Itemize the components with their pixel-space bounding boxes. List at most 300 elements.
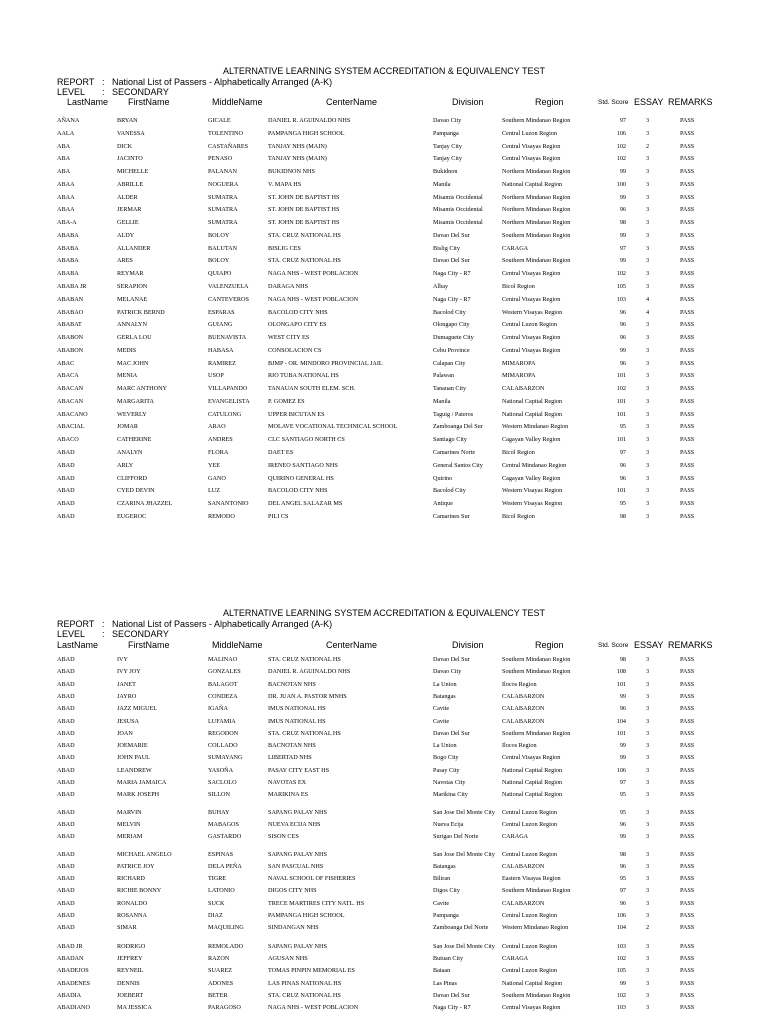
cell-first-name: MAC JOHN <box>117 359 149 367</box>
cell-center-name: BUKIDNON NHS <box>268 168 315 176</box>
cell-middle-name: CASTAÑARES <box>208 142 249 150</box>
cell-division: Bacolod City <box>433 487 466 495</box>
cell-remarks: PASS <box>680 779 695 786</box>
cell-first-name: MICHAEL ANGELO <box>117 850 172 858</box>
cell-center-name: TANJAY NHS (MAIN) <box>268 155 327 163</box>
cell-last-name: ABABA <box>57 244 79 252</box>
cell-division: Davao Del Sur <box>433 991 470 999</box>
cell-middle-name: FLORA <box>208 449 229 457</box>
cell-region: Southern Mindanao Region <box>502 991 571 999</box>
table-row <box>0 703 768 715</box>
cell-remarks: PASS <box>680 887 695 895</box>
cell-remarks: PASS <box>680 729 695 737</box>
cell-remarks: PASS <box>680 791 695 799</box>
cell-region: Southern Mindanao Region <box>502 231 571 239</box>
cell-last-name: ABAD <box>57 850 75 858</box>
cell-region: Cagayan Valley Region <box>502 474 561 482</box>
cell-last-name: ABAD <box>57 912 75 919</box>
cell-last-name: ABAD <box>57 487 75 495</box>
cell-essay-score: 3 <box>646 766 650 774</box>
cell-division: Albay <box>433 283 449 290</box>
cell-remarks: PASS <box>680 346 695 354</box>
cell-first-name: JEFFREY <box>117 954 143 962</box>
cell-essay-score: 3 <box>646 231 650 239</box>
cell-first-name: GERLA LOU <box>117 334 152 342</box>
cell-middle-name: LUFAMIA <box>208 717 236 725</box>
cell-last-name: ABADENES <box>57 979 91 987</box>
cell-remarks: PASS <box>680 180 695 188</box>
cell-essay-score: 3 <box>646 500 650 508</box>
cell-division: Las Pinas <box>433 979 457 987</box>
header-middlename: MiddleName <box>212 640 263 650</box>
cell-first-name: RICHARD <box>117 875 145 883</box>
cell-middle-name: SILLON <box>208 791 230 799</box>
cell-division: Zamboanga Del Norte <box>433 924 489 932</box>
cell-division: Quirino <box>433 474 453 482</box>
cell-center-name: CLC SANTIAGO NORTH CS <box>268 436 345 444</box>
cell-center-name: IMUS NATIONAL HS <box>268 705 326 713</box>
table-row <box>0 447 768 459</box>
cell-first-name: REYMAR <box>117 270 144 278</box>
cell-std-score: 98 <box>619 512 626 520</box>
cell-essay-score: 3 <box>646 346 650 354</box>
cell-center-name: RIO TUBA NATIONAL HS <box>268 372 339 380</box>
cell-center-name: TOMAS PINPIN MEMORIAL ES <box>268 967 355 975</box>
cell-division: Butuan City <box>433 954 464 962</box>
cell-remarks: PASS <box>680 833 695 841</box>
cell-std-score: 103 <box>616 1004 626 1012</box>
cell-std-score: 102 <box>616 385 626 393</box>
cell-last-name: ABAD <box>57 808 75 816</box>
cell-remarks: PASS <box>680 862 695 870</box>
cell-std-score: 99 <box>619 257 626 265</box>
header-essay: ESSAY <box>634 97 664 107</box>
cell-division: Pasay City <box>433 766 460 774</box>
cell-division: Naga City - R7 <box>433 270 471 278</box>
cell-essay-score: 3 <box>646 372 650 380</box>
cell-region: Northern Mindanao Region <box>502 168 571 176</box>
cell-center-name: BACOLOD CITY NHS <box>268 308 328 316</box>
cell-last-name: ABAD <box>57 924 75 932</box>
cell-center-name: ST. JOHN DE BAPTIST HS <box>268 219 340 227</box>
table-row <box>0 831 768 843</box>
cell-first-name: ALDY <box>117 231 135 239</box>
cell-first-name: JAYRO <box>117 692 137 700</box>
table-row <box>0 752 768 764</box>
table-row <box>0 332 768 344</box>
cell-std-score: 96 <box>619 862 626 870</box>
table-row <box>0 473 768 485</box>
cell-middle-name: BUENAVISTA <box>208 334 247 342</box>
cell-first-name: IVY <box>117 656 128 663</box>
header-remarks: REMARKS <box>668 97 713 107</box>
header-region: Region <box>535 640 564 650</box>
cell-essay-score: 3 <box>646 875 650 883</box>
cell-remarks: PASS <box>680 875 695 883</box>
cell-std-score: 101 <box>616 397 626 405</box>
cell-essay-score: 3 <box>646 283 650 290</box>
level-value: SECONDARY <box>112 629 169 639</box>
cell-middle-name: EVANGELISTA <box>208 397 250 405</box>
table-row <box>0 511 768 523</box>
cell-middle-name: ESPARAS <box>208 308 235 316</box>
cell-last-name: ABAD <box>57 875 75 883</box>
cell-region: Central Visayas Region <box>502 1004 561 1012</box>
cell-division: Davao City <box>433 668 462 676</box>
cell-remarks: PASS <box>680 308 695 316</box>
cell-middle-name: ADONES <box>208 979 234 987</box>
table-row <box>0 849 768 861</box>
cell-std-score: 98 <box>619 656 626 663</box>
cell-last-name: ABAD <box>57 779 75 786</box>
cell-essay-score: 3 <box>646 742 650 750</box>
cell-center-name: TRECE MARTIRES CITY NATL. HS <box>268 899 365 907</box>
cell-center-name: DIGOS CITY NHS <box>268 887 317 895</box>
cell-remarks: PASS <box>680 385 695 393</box>
table-row <box>0 294 768 306</box>
cell-essay-score: 3 <box>646 850 650 858</box>
level-value: SECONDARY <box>112 87 169 97</box>
cell-region: Bicol Region <box>502 449 535 457</box>
cell-last-name: ABAD <box>57 474 75 482</box>
table-row <box>0 898 768 910</box>
cell-last-name: ABACANO <box>57 410 88 418</box>
cell-region: Central Visayas Region <box>502 270 561 278</box>
cell-essay-score: 3 <box>646 244 650 252</box>
cell-center-name: IMUS NATIONAL HS <box>268 717 326 725</box>
cell-middle-name: BUHAY <box>208 808 230 816</box>
cell-region: Central Luzon Region <box>502 129 557 137</box>
cell-remarks: PASS <box>680 283 695 290</box>
cell-middle-name: GUIANG <box>208 321 233 329</box>
cell-last-name: ABAD <box>57 717 75 725</box>
cell-first-name: MERIAM <box>117 833 143 841</box>
cell-region: Central Visayas Region <box>502 334 561 342</box>
cell-essay-score: 3 <box>646 474 650 482</box>
cell-std-score: 95 <box>619 808 626 816</box>
table-row <box>0 141 768 153</box>
cell-last-name: ABA <box>57 155 71 163</box>
table-row <box>0 691 768 703</box>
cell-middle-name: COLLADO <box>208 742 238 750</box>
cell-last-name: ABADIA <box>57 991 82 999</box>
cell-std-score: 96 <box>619 705 626 713</box>
cell-division: Palawan <box>433 372 454 380</box>
cell-std-score: 103 <box>616 295 626 303</box>
table-row <box>0 204 768 216</box>
header-firstname: FirstName <box>128 640 170 650</box>
cell-middle-name: IGAÑA <box>208 705 228 713</box>
cell-essay-score: 3 <box>646 899 650 907</box>
cell-std-score: 99 <box>619 231 626 239</box>
header-middlename: MiddleName <box>212 97 263 107</box>
header-std-score: Std. Score <box>598 99 629 106</box>
cell-essay-score: 3 <box>646 887 650 895</box>
cell-std-score: 97 <box>619 449 626 457</box>
cell-region: Western Mindanao Region <box>502 924 569 932</box>
cell-remarks: PASS <box>680 850 695 858</box>
cell-essay-score: 3 <box>646 791 650 799</box>
table-row <box>0 485 768 497</box>
cell-remarks: PASS <box>680 500 695 508</box>
cell-region: Central Luzon Region <box>502 942 557 950</box>
cell-first-name: MELANAE <box>117 295 148 303</box>
cell-region: National Capital Region <box>502 410 563 418</box>
cell-remarks: PASS <box>680 512 695 520</box>
header-centername: CenterName <box>326 97 378 107</box>
cell-first-name: MICHELLE <box>117 168 149 176</box>
cell-std-score: 98 <box>619 219 626 227</box>
cell-center-name: PAMPANGA HIGH SCHOOL <box>268 912 345 919</box>
cell-middle-name: RAZON <box>208 954 230 962</box>
cell-essay-score: 3 <box>646 512 650 520</box>
cell-division: Davao City <box>433 117 462 124</box>
cell-center-name: SISON CES <box>268 833 299 841</box>
cell-middle-name: TOLENTINO <box>208 129 243 137</box>
cell-center-name: DEL ANGEL SALAZAR MS <box>268 500 343 508</box>
cell-std-score: 96 <box>619 359 626 367</box>
cell-division: Nueva Ecija <box>433 820 464 828</box>
cell-last-name: ABAD <box>57 680 75 688</box>
cell-center-name: AGUSAN NHS <box>268 954 308 962</box>
cell-center-name: OLONGAPO CITY ES <box>268 321 327 329</box>
level-line: LEVEL : SECONDARY <box>57 87 169 97</box>
cell-first-name: CYED DEVIN <box>117 487 155 495</box>
cell-center-name: WEST CITY ES <box>268 334 310 342</box>
cell-center-name: STA. CRUZ NATIONAL HS <box>268 231 341 239</box>
cell-region: CALABARZON <box>502 705 545 713</box>
table-row <box>0 268 768 280</box>
cell-middle-name: HABASA <box>208 346 234 354</box>
cell-middle-name: DELA PEÑA <box>208 862 242 870</box>
cell-center-name: SAPANG PALAY NHS <box>268 942 327 950</box>
cell-last-name: ABAD <box>57 692 75 700</box>
cell-region: National Capital Region <box>502 397 563 405</box>
cell-essay-score: 3 <box>646 449 650 457</box>
cell-first-name: ARLY <box>117 461 134 469</box>
cell-remarks: PASS <box>680 372 695 380</box>
cell-last-name: ABABA JR <box>57 283 87 290</box>
report-title: ALTERNATIVE LEARNING SYSTEM ACCREDITATION & EQUIVALENCY TEST <box>223 608 545 618</box>
cell-last-name: ABABAO <box>57 308 84 316</box>
cell-std-score: 97 <box>619 244 626 252</box>
cell-last-name: ABACA <box>57 372 79 380</box>
cell-first-name: ALLANDER <box>117 244 151 252</box>
cell-middle-name: SANANTONIO <box>208 500 249 508</box>
cell-std-score: 97 <box>619 117 626 124</box>
table-row <box>0 153 768 165</box>
cell-middle-name: VALENZUELA <box>208 283 249 290</box>
cell-std-score: 103 <box>616 942 626 950</box>
cell-std-score: 106 <box>616 766 626 774</box>
cell-remarks: PASS <box>680 954 695 962</box>
cell-region: Cagayan Valley Region <box>502 436 561 444</box>
cell-middle-name: USOP <box>208 372 224 380</box>
cell-std-score: 95 <box>619 875 626 883</box>
cell-std-score: 99 <box>619 979 626 987</box>
cell-remarks: PASS <box>680 334 695 342</box>
cell-first-name: DENNIS <box>117 979 140 987</box>
cell-essay-score: 3 <box>646 668 650 676</box>
cell-middle-name: GANO <box>208 474 226 482</box>
cell-center-name: STA. CRUZ NATIONAL HS <box>268 656 341 663</box>
cell-remarks: PASS <box>680 766 695 774</box>
cell-remarks: PASS <box>680 717 695 725</box>
cell-region: Southern Mindanao Region <box>502 887 571 895</box>
cell-std-score: 101 <box>616 680 626 688</box>
cell-region: Southern Mindanao Region <box>502 257 571 265</box>
table-row <box>0 217 768 229</box>
cell-last-name: AALA <box>57 129 75 137</box>
cell-std-score: 101 <box>616 487 626 495</box>
level-line: LEVEL : SECONDARY <box>57 629 169 639</box>
cell-center-name: IRENEO SANTIAGO NHS <box>268 461 338 469</box>
cell-middle-name: GASTARDO <box>208 833 242 841</box>
cell-middle-name: NOGUERA <box>208 180 239 188</box>
report-line: REPORT : National List of Passers - Alphabetically Arranged (A-K) <box>57 619 333 629</box>
cell-middle-name: SUAREZ <box>208 967 233 975</box>
cell-remarks: PASS <box>680 193 695 201</box>
table-row <box>0 666 768 678</box>
cell-center-name: ST. JOHN DE BAPTIST HS <box>268 193 340 201</box>
cell-essay-score: 3 <box>646 656 650 663</box>
cell-last-name: ABAD <box>57 729 75 737</box>
cell-center-name: NAVOTAS EX <box>268 779 307 786</box>
table-row <box>0 679 768 691</box>
header-division: Division <box>452 97 484 107</box>
cell-middle-name: SUMATRA <box>208 206 238 214</box>
cell-region: MIMAROPA <box>502 359 536 367</box>
cell-middle-name: REMODO <box>208 512 235 520</box>
cell-first-name: JERMAR <box>117 206 142 214</box>
cell-region: National Capital Region <box>502 979 563 987</box>
cell-middle-name: LATONIO <box>208 887 235 895</box>
cell-region: National Capital Region <box>502 791 563 799</box>
cell-first-name: RODRIGO <box>117 942 146 950</box>
cell-first-name: ARES <box>117 257 133 265</box>
cell-last-name: ABABA <box>57 270 79 278</box>
cell-std-score: 104 <box>616 924 626 932</box>
table-row <box>0 115 768 127</box>
cell-last-name: ABAA <box>57 206 75 214</box>
cell-center-name: UPPER BICUTAN ES <box>268 410 325 418</box>
cell-middle-name: REGODON <box>208 729 239 737</box>
cell-essay-score: 3 <box>646 436 650 444</box>
cell-center-name: STA. CRUZ NATIONAL HS <box>268 257 341 265</box>
cell-last-name: ABACIAL <box>57 423 85 431</box>
cell-essay-score: 3 <box>646 385 650 393</box>
cell-first-name: ANALYN <box>117 449 143 457</box>
table-row <box>0 307 768 319</box>
cell-middle-name: SUMATRA <box>208 219 238 227</box>
cell-essay-score: 3 <box>646 954 650 962</box>
cell-remarks: PASS <box>680 219 695 227</box>
table-row <box>0 370 768 382</box>
table-row <box>0 654 768 666</box>
cell-division: Navotas City <box>433 779 466 786</box>
cell-std-score: 108 <box>616 668 626 676</box>
cell-middle-name: GONZALES <box>208 668 241 676</box>
cell-center-name: PASAY CITY EAST HS <box>268 766 330 774</box>
cell-essay-score: 3 <box>646 206 650 214</box>
cell-first-name: WEVERLY <box>117 410 147 418</box>
cell-center-name: NAGA NHS - WEST POBLACION <box>268 270 359 278</box>
cell-remarks: PASS <box>680 155 695 163</box>
cell-last-name: ABADAN <box>57 954 84 962</box>
cell-division: San Jose Del Monte City <box>433 808 495 816</box>
cell-region: Southern Mindanao Region <box>502 729 571 737</box>
cell-region: National Capital Region <box>502 766 563 774</box>
table-row <box>0 166 768 178</box>
cell-middle-name: CANTEVEROS <box>208 295 249 303</box>
cell-essay-score: 4 <box>646 295 650 303</box>
cell-remarks: PASS <box>680 487 695 495</box>
cell-region: CALABARZON <box>502 862 545 870</box>
cell-first-name: CZARINA JHAZZEL <box>117 500 173 508</box>
cell-last-name: ABADEJOS <box>57 967 89 975</box>
header-division: Division <box>452 640 484 650</box>
cell-essay-score: 3 <box>646 397 650 405</box>
cell-division: Batangas <box>433 862 456 870</box>
cell-center-name: LIBERTAD NHS <box>268 754 312 762</box>
cell-essay-score: 3 <box>646 129 650 137</box>
cell-middle-name: TIGRE <box>208 875 227 883</box>
table-row <box>0 789 768 801</box>
cell-region: Northern Mindanao Region <box>502 193 571 201</box>
cell-first-name: JOEBERT <box>117 991 144 999</box>
report-label: REPORT <box>57 619 95 629</box>
cell-division: Cavite <box>433 705 450 713</box>
cell-last-name: ABAD <box>57 500 75 508</box>
header-lastname: LastName <box>67 97 109 107</box>
cell-middle-name: PALANAN <box>208 168 237 176</box>
cell-std-score: 99 <box>619 833 626 841</box>
cell-essay-score: 3 <box>646 193 650 201</box>
cell-essay-score: 3 <box>646 155 650 163</box>
cell-essay-score: 3 <box>646 991 650 999</box>
cell-division: Davao Del Sur <box>433 231 470 239</box>
cell-first-name: GELLIE <box>117 219 139 227</box>
cell-first-name: LEANDREW <box>117 766 152 774</box>
table-row <box>0 421 768 433</box>
cell-std-score: 102 <box>616 270 626 278</box>
cell-middle-name: BOLOY <box>208 231 230 239</box>
cell-first-name: JACINTO <box>117 155 143 163</box>
cell-center-name: SAN PASCUAL NHS <box>268 862 324 870</box>
cell-region: Southern Mindanao Region <box>502 656 571 663</box>
cell-division: Manila <box>433 180 451 188</box>
cell-std-score: 102 <box>616 991 626 999</box>
table-row <box>0 396 768 408</box>
cell-std-score: 96 <box>619 206 626 214</box>
cell-essay-score: 3 <box>646 705 650 713</box>
cell-std-score: 95 <box>619 423 626 431</box>
cell-first-name: JOHN PAUL <box>117 754 150 762</box>
table-row <box>0 910 768 922</box>
cell-remarks: PASS <box>680 129 695 137</box>
cell-center-name: BJMP - OR. MINDORO PROVINCIAL JAIL <box>268 359 383 367</box>
cell-center-name: BACOLOD CITY NHS <box>268 487 328 495</box>
cell-remarks: PASS <box>680 680 695 688</box>
cell-essay-score: 3 <box>646 487 650 495</box>
cell-division: Misamis Occidental <box>433 206 483 214</box>
cell-std-score: 99 <box>619 742 626 750</box>
cell-region: Central Luzon Region <box>502 850 557 858</box>
header-std-score: Std. Score <box>598 642 629 649</box>
cell-std-score: 106 <box>616 129 626 137</box>
cell-division: Santiago City <box>433 436 467 444</box>
table-row <box>0 728 768 740</box>
